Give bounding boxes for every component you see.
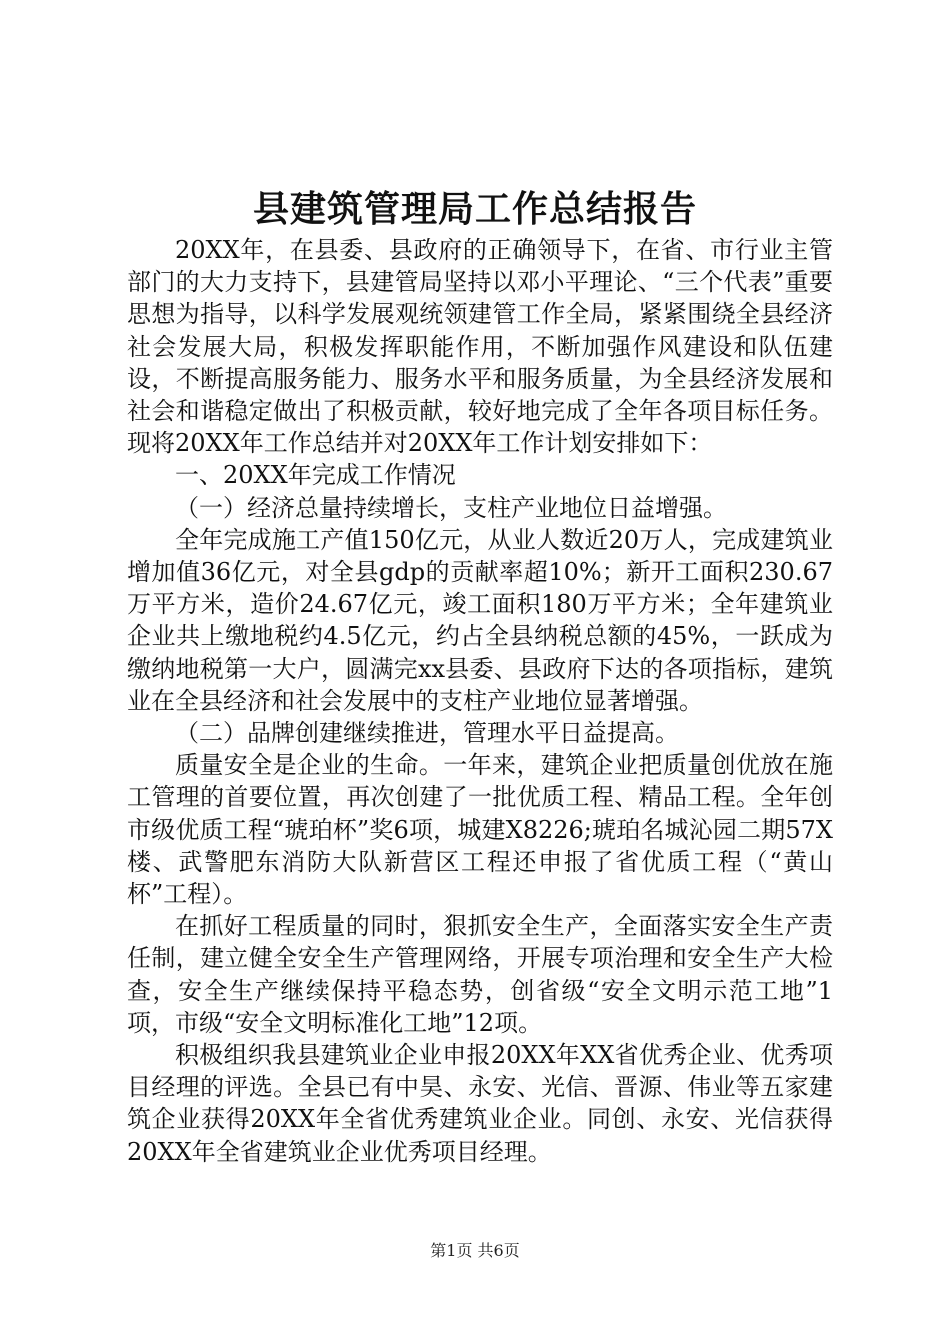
paragraph-intro: 20XX年，在县委、县政府的正确领导下，在省、市行业主管部门的大力支持下，县建管局坚持以邓小平理论、“三个代表”重要思想为指导，以科学发展观统领建管工作全局，紧紧围绕全县经济社会发展大局，积极发挥职能作用，不断加强作风建设和队伍建设，不断提高服务能力、服务水平和服务质量，为全县经济发展和社会和谐稳定做出了积极贡献，较好地完成了全年各项目标任务。现将20XX年工作总结并对20XX年工作计划安排如下： bbox=[127, 236, 833, 458]
paragraph-awards: 积极组织我县建筑业企业申报20XX年XX省优秀企业、优秀项目经理的评选。全县已有中昊、永安、光信、晋源、伟业等五家建筑企业获得20XX年全省优秀建筑业企业。同创、永安、光信获得20XX年全省建筑业企业优秀项目经理。 bbox=[127, 1041, 833, 1166]
document-title: 县建筑管理局工作总结报告 bbox=[252, 188, 697, 230]
page-number-footer: 第1页 共6页 bbox=[430, 1241, 520, 1260]
subsection-heading-2: （二）品牌创建继续推进，管理水平日益提高。 bbox=[175, 719, 679, 748]
paragraph-safety: 在抓好工程质量的同时，狠抓安全生产，全面落实安全生产责任制，建立健全安全生产管理网络，开展专项治理和安全生产大检查，安全生产继续保持平稳态势，创省级“安全文明示范工地”1项，市级“安全文明标准化工地”12项。 bbox=[127, 912, 833, 1037]
paragraph-quality: 质量安全是企业的生命。一年来，建筑企业把质量创优放在施工管理的首要位置，再次创建了一批优质工程、精品工程。全年创市级优质工程“琥珀杯”奖6项，城建X8226;琥珀名城沁园二期57X楼、武警肥东消防大队新营区工程还申报了省优质工程（“黄山杯”工程）。 bbox=[127, 751, 833, 909]
paragraph-economy: 全年完成施工产值150亿元，从业人数近20万人，完成建筑业增加值36亿元，对全县gdp的贡献率超10%；新开工面积230.67万平方米，造价24.67亿元，竣工面积180万平方米；全年建筑业企业共上缴地税约4.5亿元，约占全县纳税总额的45%，一跃成为缴纳地税第一大户，圆满完xx县委、县政府下达的各项指标，建筑业在全县经济和社会发展中的支柱产业地位显著增强。 bbox=[127, 525, 833, 715]
subsection-heading-1: （一）经济总量持续增长，支柱产业地位日益增强。 bbox=[175, 493, 727, 522]
document-body bbox=[127, 234, 833, 1168]
section-heading-1: 一、20XX年完成工作情况 bbox=[175, 461, 456, 490]
